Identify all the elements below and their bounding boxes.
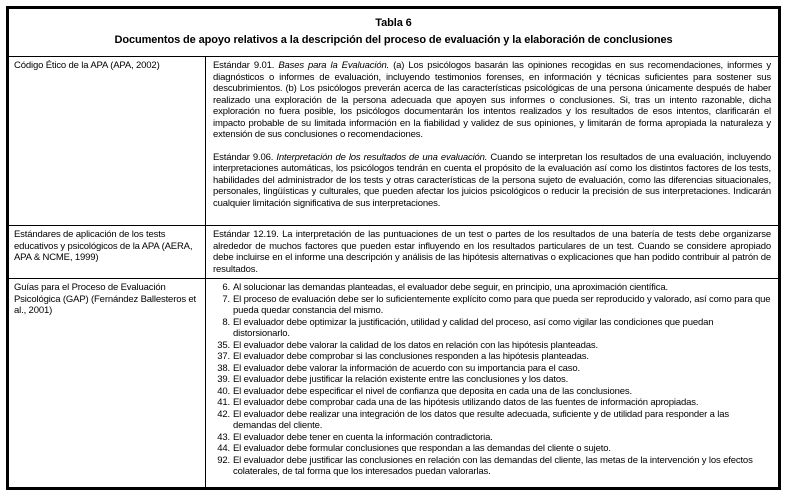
standard-lead: Estándar 9.01. — [213, 60, 279, 71]
guideline-text: El evaluador debe valorar la calidad de los datos en relación con las hipótesis planteadas. — [233, 339, 599, 351]
guideline-text: El evaluador debe comprobar cada una de las hipótesis utilizando datos de las fuentes de información apropiadas. — [233, 397, 699, 408]
standard-title-italic: Interpretación de los resultados de una evaluación. — [276, 151, 488, 163]
table-title-block — [9, 9, 778, 57]
standard-text: (a) Los psicólogos basarán las opiniones recogidas en sus recomendaciones, informes y diagnósticos o informes de evaluación, incluyendo testimonios forenses, en información y técnicas suficientes para sostener sus descubrimientos. (b) Los psicólogos preverán acerca de las características psicológicas de una persona únicamente después de haber realizado una exploración de la persona adecuada que apoyen sus informes o conclusiones. Si, tras un intento razonable, dicha exploración no fuera posible, los psicólogos documentarán los intentos realizados y los resultados de esos intentos, clarificarán el impacto probable de su limitada información en la fiabilidad y validez de sus opiniones, y limitarán de forma apropiada la naturaleza y extensión de sus conclusiones o recomendaciones. — [213, 60, 771, 140]
gap-guideline-item — [213, 455, 771, 478]
standard-9-06-paragraph — [213, 152, 771, 210]
standard-title-italic: Bases para la Evaluación. — [278, 60, 390, 71]
guideline-number: 92. — [217, 454, 230, 466]
source-cell-test-standards: Estándares de aplicación de los tests educativos y psicológicos de la APA (AERA, APA & NCME, 1999) — [9, 226, 206, 278]
gap-guideline-item — [213, 409, 771, 432]
guideline-number: 35. — [217, 339, 230, 351]
content-cell-apa-ethics — [206, 57, 778, 225]
source-cell-apa-ethics: Código Ético de la APA (APA, 2002) — [9, 57, 206, 225]
gap-guideline-item — [213, 317, 771, 340]
guideline-number: 39. — [217, 374, 230, 385]
table-row — [9, 226, 778, 279]
gap-guideline-item — [213, 340, 771, 352]
gap-guideline-item — [213, 282, 771, 294]
guideline-text: El evaluador debe justificar las conclusiones en relación con las demandas del cliente, las metas de la intervención y los efectos colaterales, de tal forma que los interesados puedan valorarlas. — [233, 454, 753, 477]
guideline-text: El evaluador debe especificar el nivel de confianza que deposita en cada una de las conclusiones. — [233, 385, 632, 397]
guideline-text: El evaluador debe comprobar si las conclusiones responden a las hipótesis planteadas. — [233, 351, 589, 362]
content-cell-gap-guidelines — [206, 279, 778, 487]
guideline-text: El evaluador debe valorar la información de acuerdo con su importancia para el caso. — [233, 362, 581, 374]
source-cell-gap-guidelines: Guías para el Proceso de Evaluación Psicológica (GAP) (Fernández Ballesteros et al., 2001) — [9, 279, 206, 487]
table-caption: Documentos de apoyo relativos a la descripción del proceso de evaluación y la elaboración de conclusiones — [114, 34, 673, 46]
content-cell-test-standards — [206, 226, 778, 278]
gap-guideline-item — [213, 397, 771, 409]
guideline-number: 42. — [217, 408, 230, 420]
guideline-text: El evaluador debe realizar una integración de los datos que resulte adecuada, suficiente y de utilidad para responder a las demandas del cliente. — [233, 408, 729, 431]
guideline-number: 40. — [217, 385, 230, 397]
gap-guideline-item — [213, 443, 771, 455]
standard-12-19-paragraph: Estándar 12.19. La interpretación de las puntuaciones de un test o partes de los resultados de una batería de tests debe organizarse alrededor de muchos factores que pueden estar influyendo en los resultados particulares de un test. Cuando se considere apropiado debe incluirse en el informe una descripción y análisis de las hipótesis alternativas o explicaciones que han podido contribuir al patrón de resultados. — [213, 229, 771, 275]
guideline-number: 43. — [217, 431, 230, 443]
standard-9-01-paragraph — [213, 60, 771, 141]
gap-guideline-list — [213, 282, 771, 478]
guideline-text: El evaluador debe formular conclusiones que respondan a las demandas del cliente o sujeto. — [233, 443, 611, 454]
guideline-number: 37. — [217, 351, 230, 362]
guideline-number: 8. — [222, 316, 230, 328]
guideline-text: Al solucionar las demandas planteadas, el evaluador debe seguir, en principio, una aproximación científica. — [233, 282, 668, 293]
guideline-text: El evaluador debe optimizar la justificación, utilidad y calidad del proceso, así como vigilar las condiciones que puedan distorsionarlo. — [233, 316, 714, 339]
table-number: Tabla 6 — [375, 17, 412, 29]
table-body — [9, 57, 778, 487]
gap-guideline-item — [213, 386, 771, 398]
guideline-number: 44. — [217, 443, 230, 454]
gap-guideline-item — [213, 363, 771, 375]
document-table — [6, 6, 781, 490]
guideline-text: El proceso de evaluación debe ser lo suficientemente explícito como para que pueda ser reproducido y valorado, así como para que pueda quedar constancia del mismo. — [233, 293, 771, 316]
gap-guideline-item — [213, 294, 771, 317]
guideline-text: El evaluador debe justificar la relación existente entre las conclusiones y los datos. — [233, 374, 569, 385]
guideline-number: 38. — [217, 362, 230, 374]
standard-lead: Estándar 9.06. — [213, 151, 277, 163]
guideline-number: 7. — [222, 293, 230, 305]
gap-guideline-item — [213, 374, 771, 386]
standard-text: Cuando se interpretan los resultados de una evaluación, incluyendo interpretaciones automáticas, los psicólogos tendrán en cuenta el propósito de la evaluación así como los distintos factores de los tests, habilidades del administrador de los tests y otras características de la persona sujeto de evaluación, como las diferencias situacionales, personales, lingüísticas y culturales, que pueden afectar los juicios psicológicos o reducir la precisión de sus interpretaciones. Indicarán cualquier limitación significativa de sus interpretaciones. — [213, 151, 771, 209]
guideline-number: 6. — [222, 282, 230, 293]
table-row — [9, 57, 778, 226]
table-row — [9, 279, 778, 487]
gap-guideline-item — [213, 432, 771, 444]
guideline-number: 41. — [217, 397, 230, 408]
guideline-text: El evaluador debe tener en cuenta la información contradictoria. — [233, 431, 493, 443]
gap-guideline-item — [213, 351, 771, 363]
